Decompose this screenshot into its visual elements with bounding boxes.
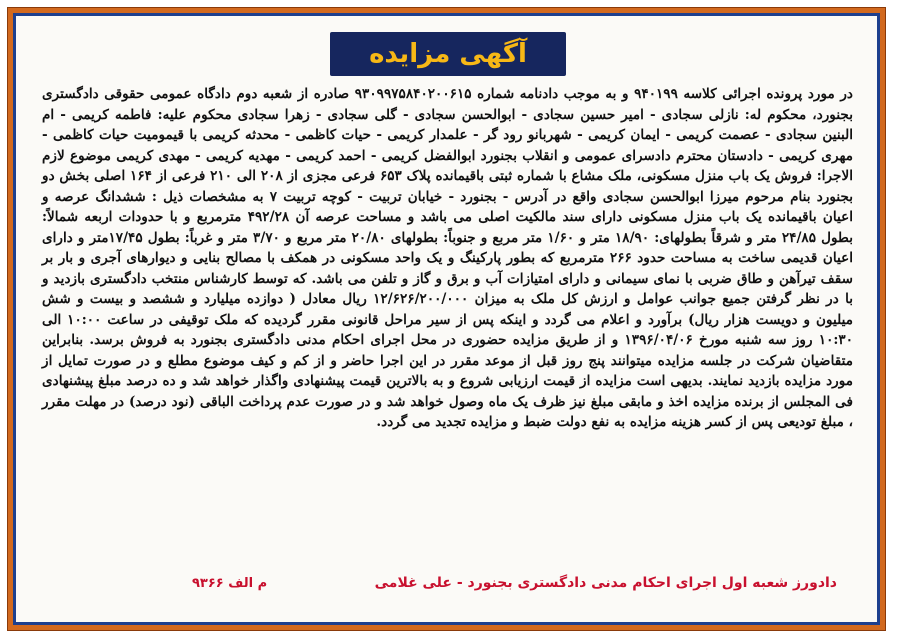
signature-line: دادورز شعبه اول اجرای احکام مدنی دادگستری بجنورد - علی غلامی xyxy=(374,575,837,591)
notice-title: آگهی مزایده xyxy=(369,39,527,69)
notice-footer xyxy=(42,572,851,594)
notice-body: در مورد پرونده اجرائی کلاسه ۹۴۰۱۹۹ و به موجب دادنامه شماره ۹۳۰۹۹۷۵۸۴۰۲۰۰۶۱۵ صادره از شعبه دوم دادگاه عمومی حقوقی دادگستری بجنورد، محکوم له: نازلی سجادی - امیر حسین سجادی - ابوالحسن سجادی - گلی سجادی - زهرا سجادی محکوم علیه: فاطمه کریمی - ام البنین سجادی - عصمت کریمی - ایمان کریمی - شهربانو رود گر - علمدار کریمی - حیات کاظمی - محدثه کریمی با قیمومیت حیات کاظمی - مهری کریمی - دادستان محترم دادسرای عمومی و انقلاب بجنورد ابوالفضل کریمی - احمد کریمی - مهدیه کریمی - مهدی کریمی موضوع لازم الاجرا: فروش یک باب منزل مسکونی، ملک مشاع با شماره ثبتی باقیمانده پلاک ۶۵۳ فرعی مجزی از ۲۰۸ الی ۲۱۰ فرعی از ۱۶۴ اصلی بخش دو بجنورد بنام مرحوم میرزا ابوالحسن سجادی واقع در آدرس - بجنورد - خیابان تربیت - کوچه تربیت ۷ به مشخصات ذیل : ششدانگ عرصه و اعیان باقیمانده یک باب منزل مسکونی دارای سند مالکیت اصلی می باشد و مساحت عرصه آن ۴۹۲/۲۸ مترمربع و با حدودات اربعه شمالاً: بطول ۲۴/۸۵ متر و شرقاً بطولهای: ۱۸/۹۰ متر و ۱/۶۰ متر مربع و جنوباً: بطولهای ۲۰/۸۰ متر مربع و ۳/۷۰ متر و غرباً: بطول ۱۷/۴۵متر و دارای اعیان قدیمی ساخت به مساحت حدود ۲۶۶ مترمربع که بطور پارکینگ و یک واحد مسکونی در همکف با مصالح بنایی و دیوارهای آجری و بار بر سقف تیرآهن و طاق ضربی با نمای سیمانی و دارای امتیازات آب و برق و گاز و تلفن می باشد. که توسط کارشناس منتخب دادگستری بازدید و با در نظر گرفتن جمیع جوانب عوامل و ارزش کل ملک به میزان ۱۲/۶۲۶/۲۰۰/۰۰۰ ریال معادل ( دوازده میلیارد و ششصد و بیست و شش میلیون و دویست هزار ریال) برآورد و اعلام می گردد و اینکه پس از سیر مراحل قانونی مقرر گردیده که ملک توقیفی در ساعت ۱۰:۰۰ الی ۱۰:۳۰ روز سه شنبه مورخ ۱۳۹۶/۰۴/۰۶ و از طریق مزایده حضوری در محل اجرای احکام مدنی دادگستری بجنورد به فروش برسد. بنابراین متقاضیان شرکت در جلسه مزایده میتوانند پنج روز قبل از موعد مقرر در این اجرا حاضر و از کم و کیف موضوع مطلع و در صورت تمایل از مورد مزایده بازدید نمایند. بدیهی است مزایده از قیمت ارزیابی شروع و به بالاترین قیمت پیشنهادی واگذار خواهد شد و ده درصد مبلغ پیشنهادی فی المجلس از برنده مزایده اخذ و مابقی مبلغ نیز ظرف یک ماه وصول خواهد شد و در صورت عدم پرداخت الباقی (نود درصد) در مهلت مقرر ، مبلغ تودیعی پس از کسر هزینه مزایده به نفع دولت ضبط و مزایده تجدید می گردد. xyxy=(42,86,854,430)
notice-panel xyxy=(16,16,877,622)
notice-border-outer xyxy=(7,7,886,631)
reference-code: م الف ۹۳۶۶ xyxy=(192,575,268,591)
notice-border-inner xyxy=(13,13,880,625)
title-banner xyxy=(330,32,566,76)
